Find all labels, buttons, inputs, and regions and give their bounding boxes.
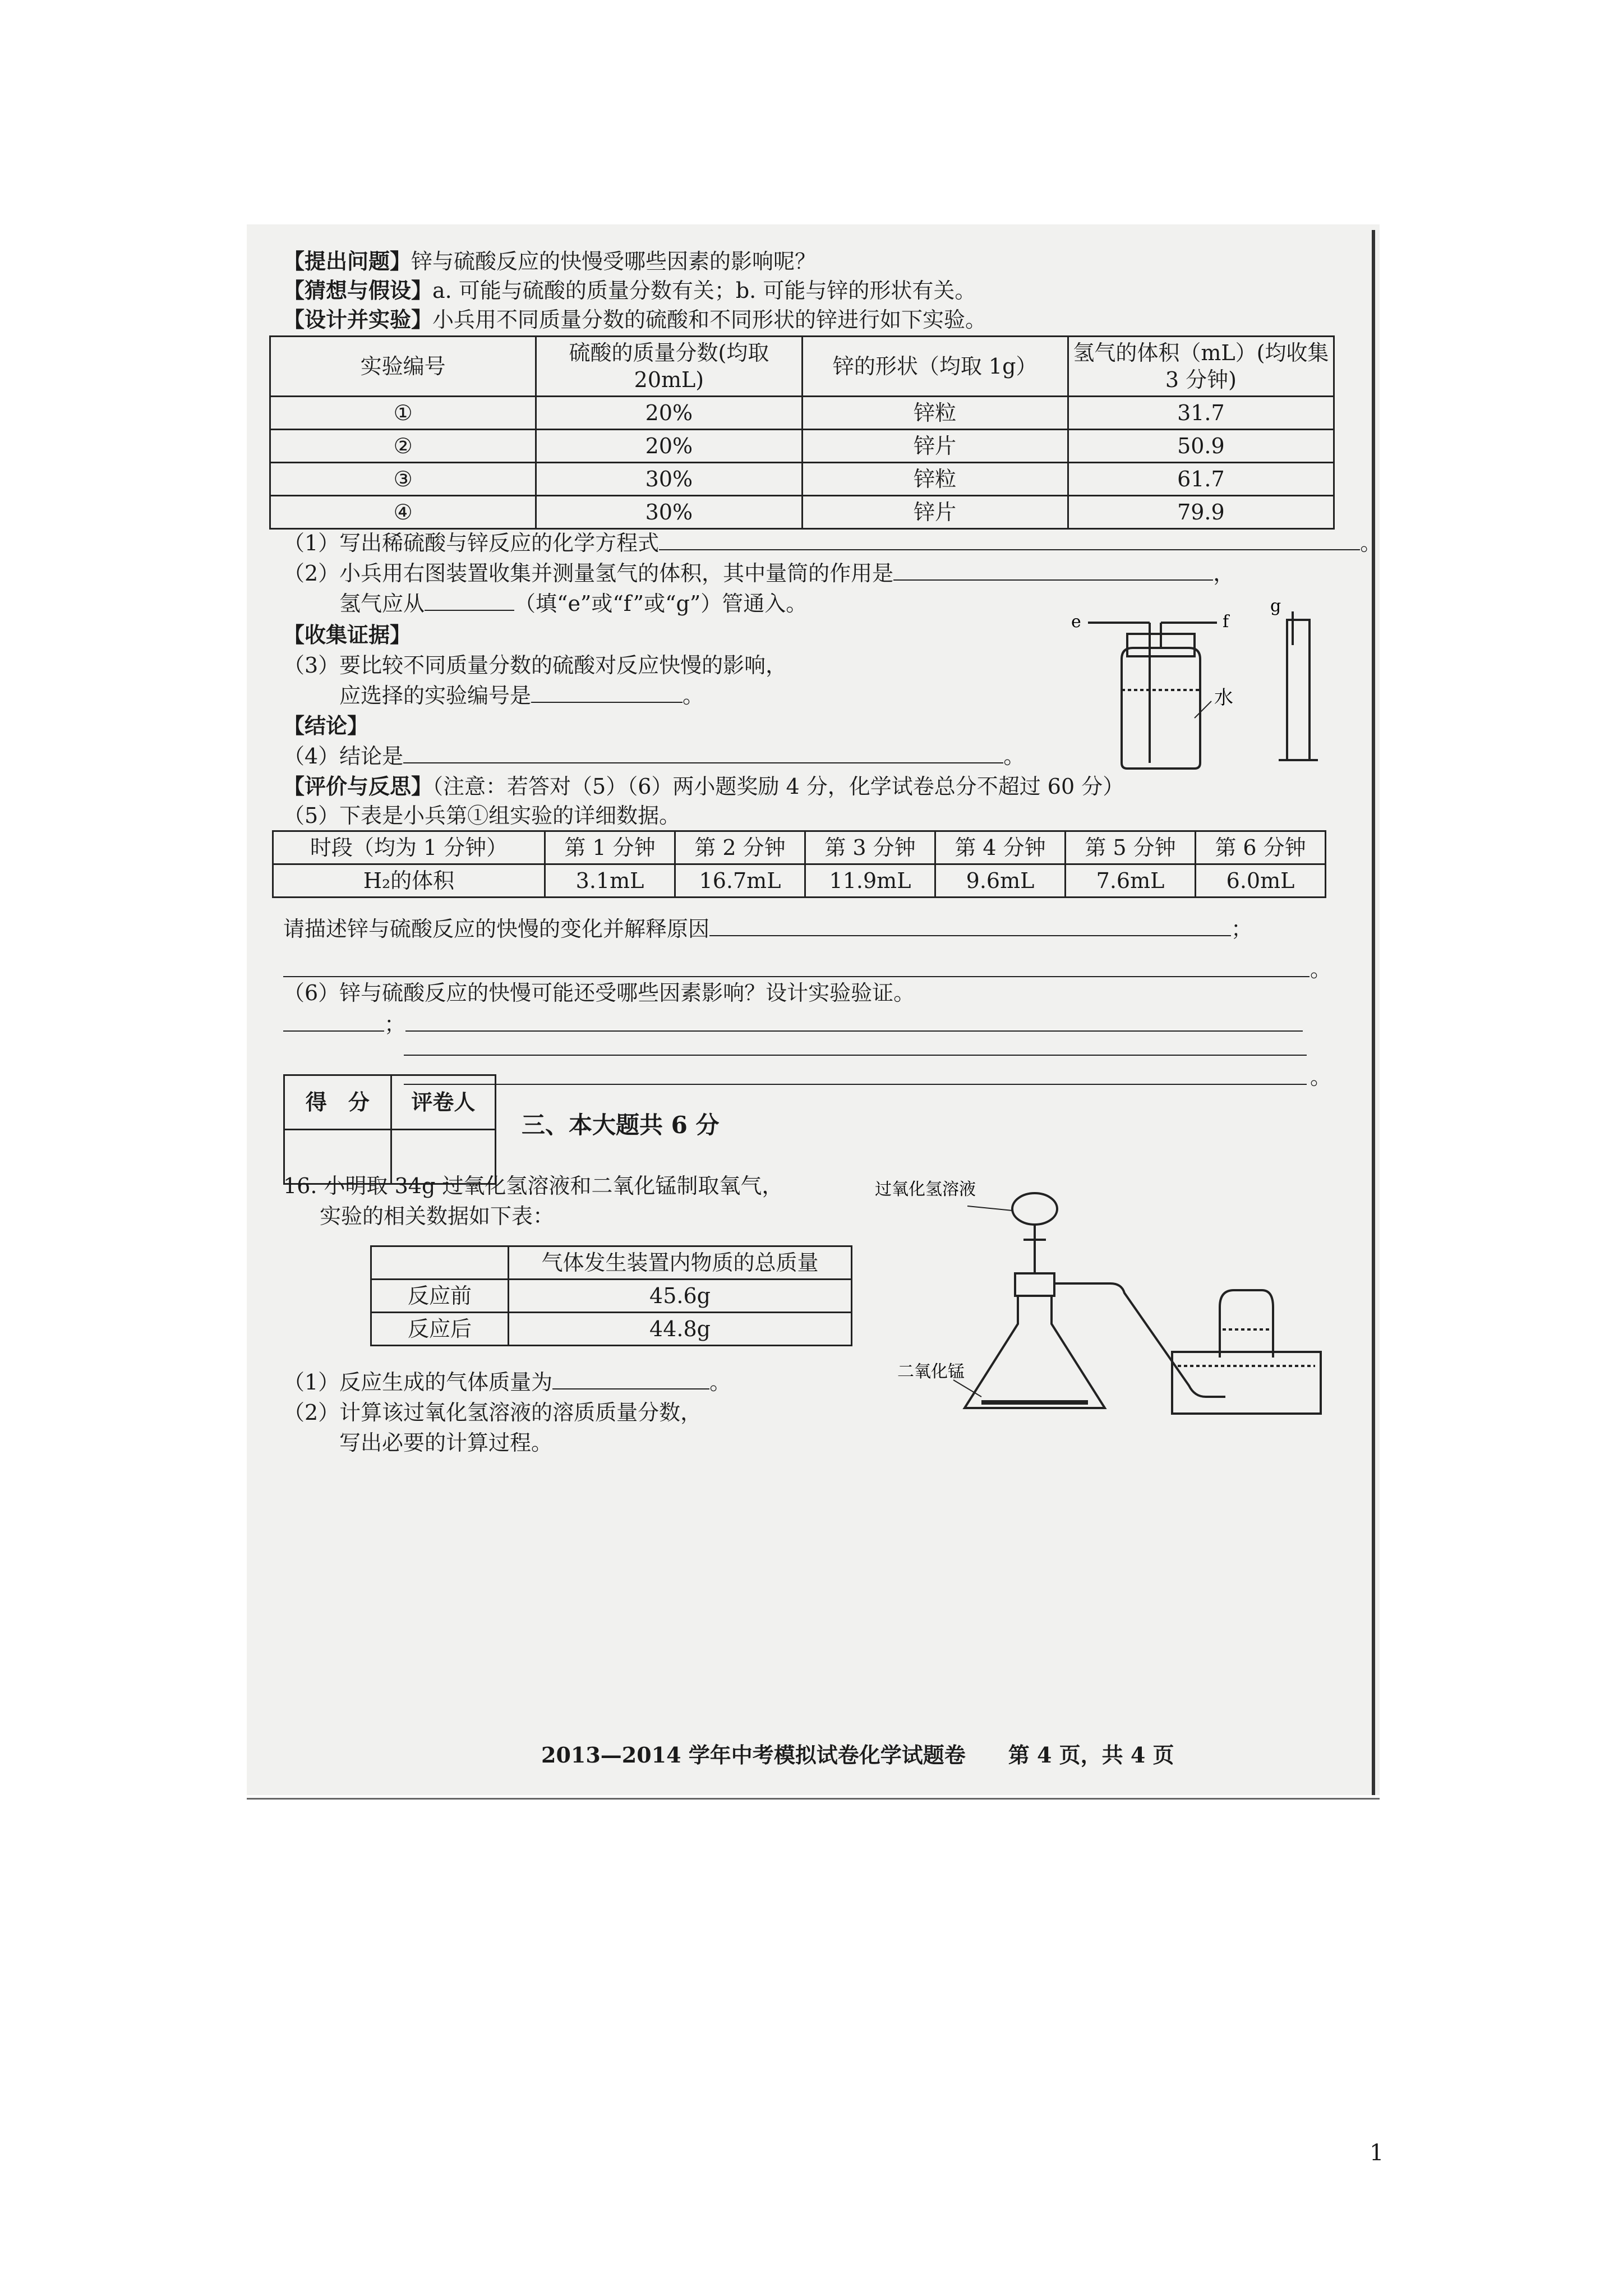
table-row: [270, 496, 1334, 529]
punctuation: ；: [384, 1012, 406, 1037]
q5-line: （5）下表是小兵第①组实验的详细数据。: [283, 803, 681, 828]
q4-line: [283, 742, 1025, 771]
q16-1-text: （1）反应生成的气体质量为: [283, 1370, 553, 1395]
table-row: [273, 831, 1326, 864]
q2b-text-post: （填“e”或“f”或“g”）管通入。: [514, 591, 808, 616]
stopper: [1015, 1273, 1054, 1296]
label-e: e: [1071, 612, 1081, 632]
table-cell: ②: [270, 430, 536, 463]
table-row: [284, 1075, 496, 1130]
question-line: [283, 247, 816, 276]
time-volume-table: [272, 830, 1326, 898]
gas-collection-diagram: [1066, 595, 1335, 780]
table-row: [270, 463, 1334, 496]
table-cell: 61.7: [1068, 463, 1334, 496]
table-cell: 6.0mL: [1196, 864, 1326, 898]
label-design: 【设计并实验】: [283, 307, 433, 332]
table-cell: H₂的体积: [273, 864, 545, 898]
page-footer: 2013—2014 学年中考模拟试卷化学试题卷 第 4 页，共 4 页: [541, 1742, 1174, 1768]
table-header-cell: 硫酸的质量分数(均取 20mL): [536, 337, 802, 397]
q16b-line: 实验的相关数据如下表：: [320, 1204, 555, 1228]
score-table: [283, 1074, 496, 1185]
review-text: （注意：若答对（5）（6）两小题奖励 4 分，化学试卷总分不超过 60 分）: [432, 774, 1124, 799]
table-row: [270, 397, 1334, 430]
table-row: [270, 430, 1334, 463]
table-cell: 第 4 分钟: [935, 831, 1066, 864]
answer-blank[interactable]: [283, 1011, 384, 1032]
punctuation: 。: [1360, 531, 1382, 555]
scan-edge: [1372, 230, 1375, 1795]
table-cell: 锌片: [802, 430, 1068, 463]
table-cell: 44.8g: [509, 1313, 852, 1346]
answer-blank[interactable]: [893, 560, 1213, 581]
experiment-table: [269, 335, 1335, 530]
q16-line: 16. 小明取 34g 过氧化氢溶液和二氧化锰制取氧气，: [283, 1174, 783, 1198]
page-number: 1: [1370, 2140, 1384, 2166]
label-f: f: [1223, 612, 1229, 632]
punctuation: 。: [1310, 957, 1332, 982]
q2b-text: 氢气应从: [339, 591, 425, 616]
answer-blank[interactable]: [552, 1369, 709, 1389]
water-trough: [1172, 1352, 1321, 1414]
punctuation: ，: [1213, 561, 1235, 586]
table-cell: 79.9: [1068, 496, 1334, 529]
collecting-bottle: [1220, 1290, 1273, 1358]
q16-2-line: （2）计算该过氧化氢溶液的溶质质量分数，: [283, 1400, 702, 1425]
design-line: [283, 305, 986, 334]
q6-answer-line: [283, 1010, 1303, 1039]
table-cell: 锌片: [802, 496, 1068, 529]
table-cell: 31.7: [1068, 397, 1334, 430]
table-cell: 20%: [536, 397, 802, 430]
q2b-line: [339, 589, 807, 618]
table-cell: 20%: [536, 430, 802, 463]
q1-line: [283, 528, 1381, 558]
table-row: [273, 864, 1326, 898]
table-cell: 第 6 分钟: [1196, 831, 1326, 864]
grader-header: 评卷人: [391, 1075, 495, 1130]
label-water: 水: [1214, 687, 1233, 709]
table-cell: 锌粒: [802, 397, 1068, 430]
answer-blank[interactable]: [659, 530, 1360, 550]
table-header-cell: 实验编号: [270, 337, 536, 397]
table-cell: 第 2 分钟: [675, 831, 805, 864]
label-hypothesis: 【猜想与假设】: [283, 278, 433, 303]
q6-line: （6）锌与硫酸反应的快慢可能还受哪些因素影响？设计实验验证。: [283, 981, 915, 1005]
table-cell: ④: [270, 496, 536, 529]
table-cell: 反应前: [371, 1280, 509, 1313]
table-header-cell: 氢气的体积（mL）(均收集 3 分钟): [1068, 337, 1334, 397]
label-h2o2: 过氧化氢溶液: [875, 1180, 976, 1199]
answer-line[interactable]: [404, 1084, 1307, 1085]
q4-text: （4）结论是: [283, 744, 404, 769]
table-cell: 第 3 分钟: [805, 831, 935, 864]
section-title: 三、本大题共 6 分: [522, 1111, 720, 1139]
q3b-line: [339, 681, 704, 710]
q5-desc-text: 请描述锌与硫酸反应的快慢的变化并解释原因: [283, 917, 710, 941]
table-cell: 第 5 分钟: [1066, 831, 1196, 864]
punctuation: ；: [1231, 917, 1253, 941]
punctuation: 。: [1003, 744, 1025, 769]
scan-bottom-edge: [247, 1798, 1380, 1800]
q2-text: （2）小兵用右图装置收集并测量氢气的体积，其中量筒的作用是: [283, 561, 894, 586]
table-row: [371, 1313, 852, 1346]
answer-blank[interactable]: [403, 743, 1003, 763]
q16-2b-line: 写出必要的计算过程。: [339, 1430, 553, 1455]
answer-line[interactable]: [404, 1055, 1307, 1056]
q1-text: （1）写出稀硫酸与锌反应的化学方程式: [283, 531, 660, 555]
table-row: [371, 1246, 852, 1280]
table-cell: 第 1 分钟: [545, 831, 675, 864]
table-cell: ③: [270, 463, 536, 496]
punctuation: 。: [683, 683, 704, 708]
q16-1-line: [283, 1368, 731, 1397]
table-row: [371, 1280, 852, 1313]
table-header-row: [270, 337, 1334, 397]
bottle: [1122, 648, 1200, 769]
score-header: 得 分: [284, 1075, 391, 1130]
table-cell: 30%: [536, 496, 802, 529]
table-header-cell: 锌的形状（均取 1g）: [802, 337, 1068, 397]
mass-table: [370, 1245, 852, 1346]
table-cell: 45.6g: [509, 1280, 852, 1313]
label-review: 【评价与反思】: [283, 774, 433, 799]
evidence-heading: 【收集证据】: [283, 622, 412, 647]
q3-line: （3）要比较不同质量分数的硫酸对反应快慢的影响，: [283, 653, 787, 678]
table-cell: 9.6mL: [935, 864, 1066, 898]
table-cell: 锌粒: [802, 463, 1068, 496]
separatory-funnel: [1012, 1193, 1057, 1225]
conical-flask: [965, 1296, 1105, 1408]
oxygen-apparatus-diagram: [875, 1172, 1324, 1425]
table-cell: ①: [270, 397, 536, 430]
hypothesis-line: [283, 276, 976, 305]
punctuation: 。: [1310, 1065, 1332, 1089]
answer-blank[interactable]: [405, 1011, 1303, 1032]
conclusion-heading: 【结论】: [283, 713, 369, 738]
table-cell: 反应后: [371, 1313, 509, 1346]
table-cell: 50.9: [1068, 430, 1334, 463]
label-mno2: 二氧化锰: [897, 1362, 965, 1382]
label-g: g: [1270, 596, 1281, 616]
q5-desc-line: [283, 914, 1252, 944]
table-cell: 7.6mL: [1066, 864, 1196, 898]
q2-line: [283, 559, 1234, 588]
delivery-tube: [1054, 1283, 1225, 1397]
table-cell: 时段（均为 1 分钟）: [273, 831, 545, 864]
review-line: [283, 772, 1124, 801]
design-text: 小兵用不同质量分数的硫酸和不同形状的锌进行如下实验。: [432, 307, 987, 332]
question-text: 锌与硫酸反应的快慢受哪些因素的影响呢？: [411, 249, 817, 274]
graduated-cylinder: [1287, 620, 1310, 760]
answer-line[interactable]: [283, 976, 1310, 977]
table-cell: 11.9mL: [805, 864, 935, 898]
table-header-cell: 气体发生装置内物质的总质量: [509, 1246, 852, 1280]
answer-blank[interactable]: [425, 591, 514, 611]
label-question: 【提出问题】: [283, 249, 412, 274]
table-cell: 30%: [536, 463, 802, 496]
table-cell: 16.7mL: [675, 864, 805, 898]
table-cell: 3.1mL: [545, 864, 675, 898]
answer-blank[interactable]: [709, 916, 1231, 936]
punctuation: 。: [709, 1370, 731, 1395]
q3b-text: 应选择的实验编号是: [339, 683, 532, 708]
hypothesis-text: a. 可能与硫酸的质量分数有关；b. 可能与锌的形状有关。: [432, 278, 976, 303]
table-cell: [371, 1246, 509, 1280]
answer-blank[interactable]: [531, 683, 683, 703]
